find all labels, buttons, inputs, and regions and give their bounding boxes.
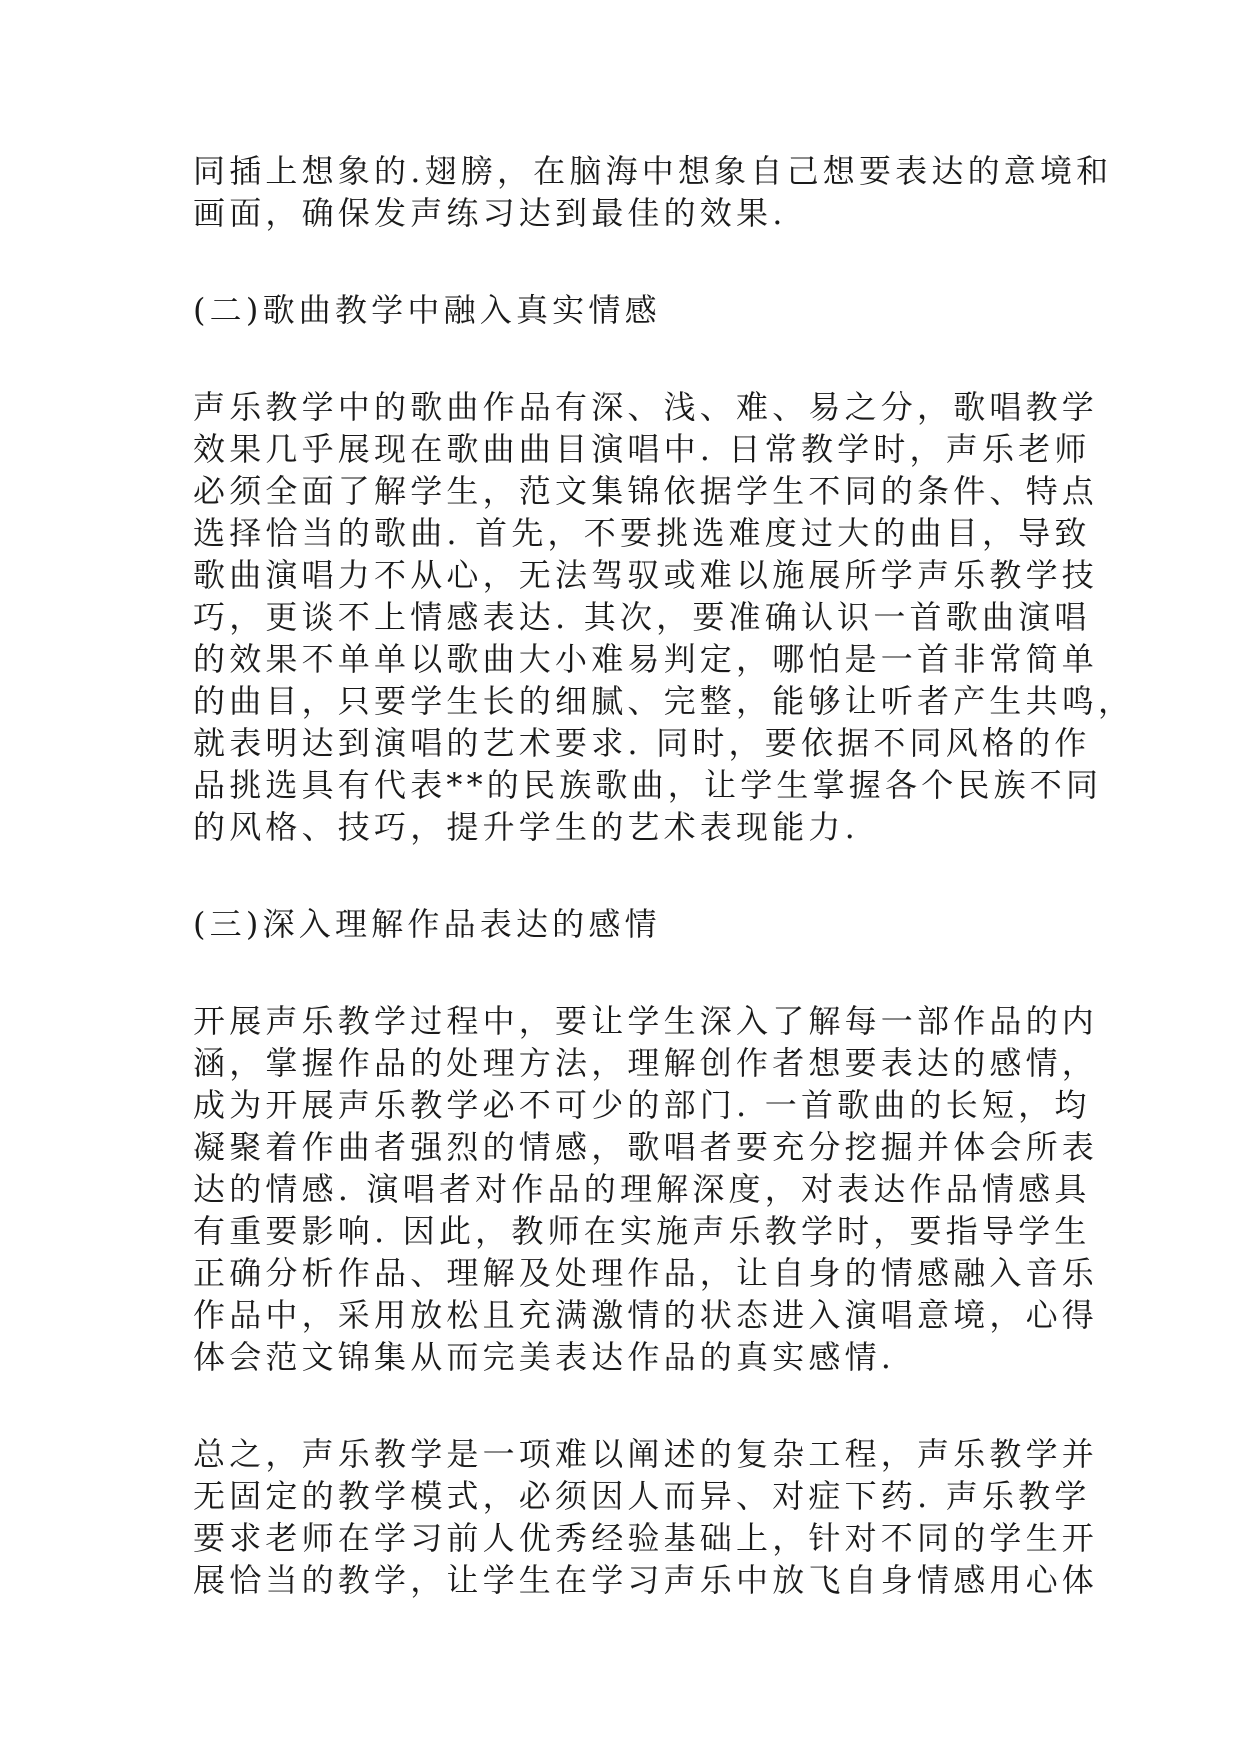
text-line: 正确分析作品、理解及处理作品，让自身的情感融入音乐 [193,1254,1099,1292]
text-line: 声乐教学中的歌曲作品有深、浅、难、易之分，歌唱教学 [193,388,1099,426]
text-line: 要求老师在学习前人优秀经验基础上，针对不同的学生开 [193,1519,1099,1557]
document-body [193,150,1135,1601]
paragraph-gap [193,945,1043,1000]
text-line: 必须全面了解学生，范文集锦依据学生不同的条件、特点 [193,472,1099,510]
text-line: 达的情感. 演唱者对作品的理解深度，对表达作品情感具 [193,1170,1091,1208]
text-line: 的效果不单单以歌曲大小难易判定，哪怕是一首非常简单 [193,640,1099,678]
text-line: 成为开展声乐教学必不可少的部门. 一首歌曲的长短，均 [193,1086,1091,1124]
text-line: 品挑选具有代表**的民族歌曲，让学生掌握各个民族不同 [193,766,1103,804]
text-line: 效果几乎展现在歌曲曲目演唱中. 日常教学时，声乐老师 [193,430,1091,468]
paragraph-gap [193,1378,1043,1433]
text-line: 开展声乐教学过程中，要让学生深入了解每一部作品的内 [193,1002,1099,1040]
paragraph-gap [193,848,1043,903]
text-line: 作品中，采用放松且充满激情的状态进入演唱意境，心得 [193,1296,1099,1334]
text-line: 同插上想象的.翅膀，在脑海中想象自己想要表达的意境和 [193,152,1113,190]
text-line: 的风格、技巧，提升学生的艺术表现能力. [193,808,859,846]
text-line: 凝聚着作曲者强烈的情感，歌唱者要充分挖掘并体会所表 [193,1128,1099,1166]
text-line: 的曲目，只要学生长的细腻、完整，能够让听者产生共鸣， [193,682,1135,720]
paragraph-gap [193,234,1043,289]
text-line: 画面，确保发声练习达到最佳的效果. [193,194,787,232]
text-line: 有重要影响. 因此，教师在实施声乐教学时，要指导学生 [193,1212,1091,1250]
paragraph-gap [193,331,1043,386]
text-line: 涵，掌握作品的处理方法，理解创作者想要表达的感情， [193,1044,1099,1082]
text-line: 无固定的教学模式，必须因人而异、对症下药. 声乐教学 [193,1477,1091,1515]
text-line: 体会范文锦集从而完美表达作品的真实感情. [193,1338,896,1376]
text-line: 歌曲演唱力不从心，无法驾驭或难以施展所学声乐教学技 [193,556,1099,594]
section-3-paragraph [193,1000,1099,1378]
text-line: 展恰当的教学，让学生在学习声乐中放飞自身情感用心体 [193,1561,1099,1599]
section-2-paragraph [193,386,1135,848]
conclusion-paragraph [193,1433,1099,1601]
intro-paragraph [193,150,1113,234]
text-line: 总之，声乐教学是一项难以阐述的复杂工程，声乐教学并 [193,1435,1099,1473]
text-line: 就表明达到演唱的艺术要求. 同时，要依据不同风格的作 [193,724,1091,762]
section-heading-2: (二)歌曲教学中融入真实情感 [193,291,661,329]
text-line: 选择恰当的歌曲. 首先，不要挑选难度过大的曲目，导致 [193,514,1091,552]
text-line: 巧，更谈不上情感表达. 其次，要准确认识一首歌曲演唱 [193,598,1091,636]
section-heading-3: (三)深入理解作品表达的感情 [193,905,661,943]
